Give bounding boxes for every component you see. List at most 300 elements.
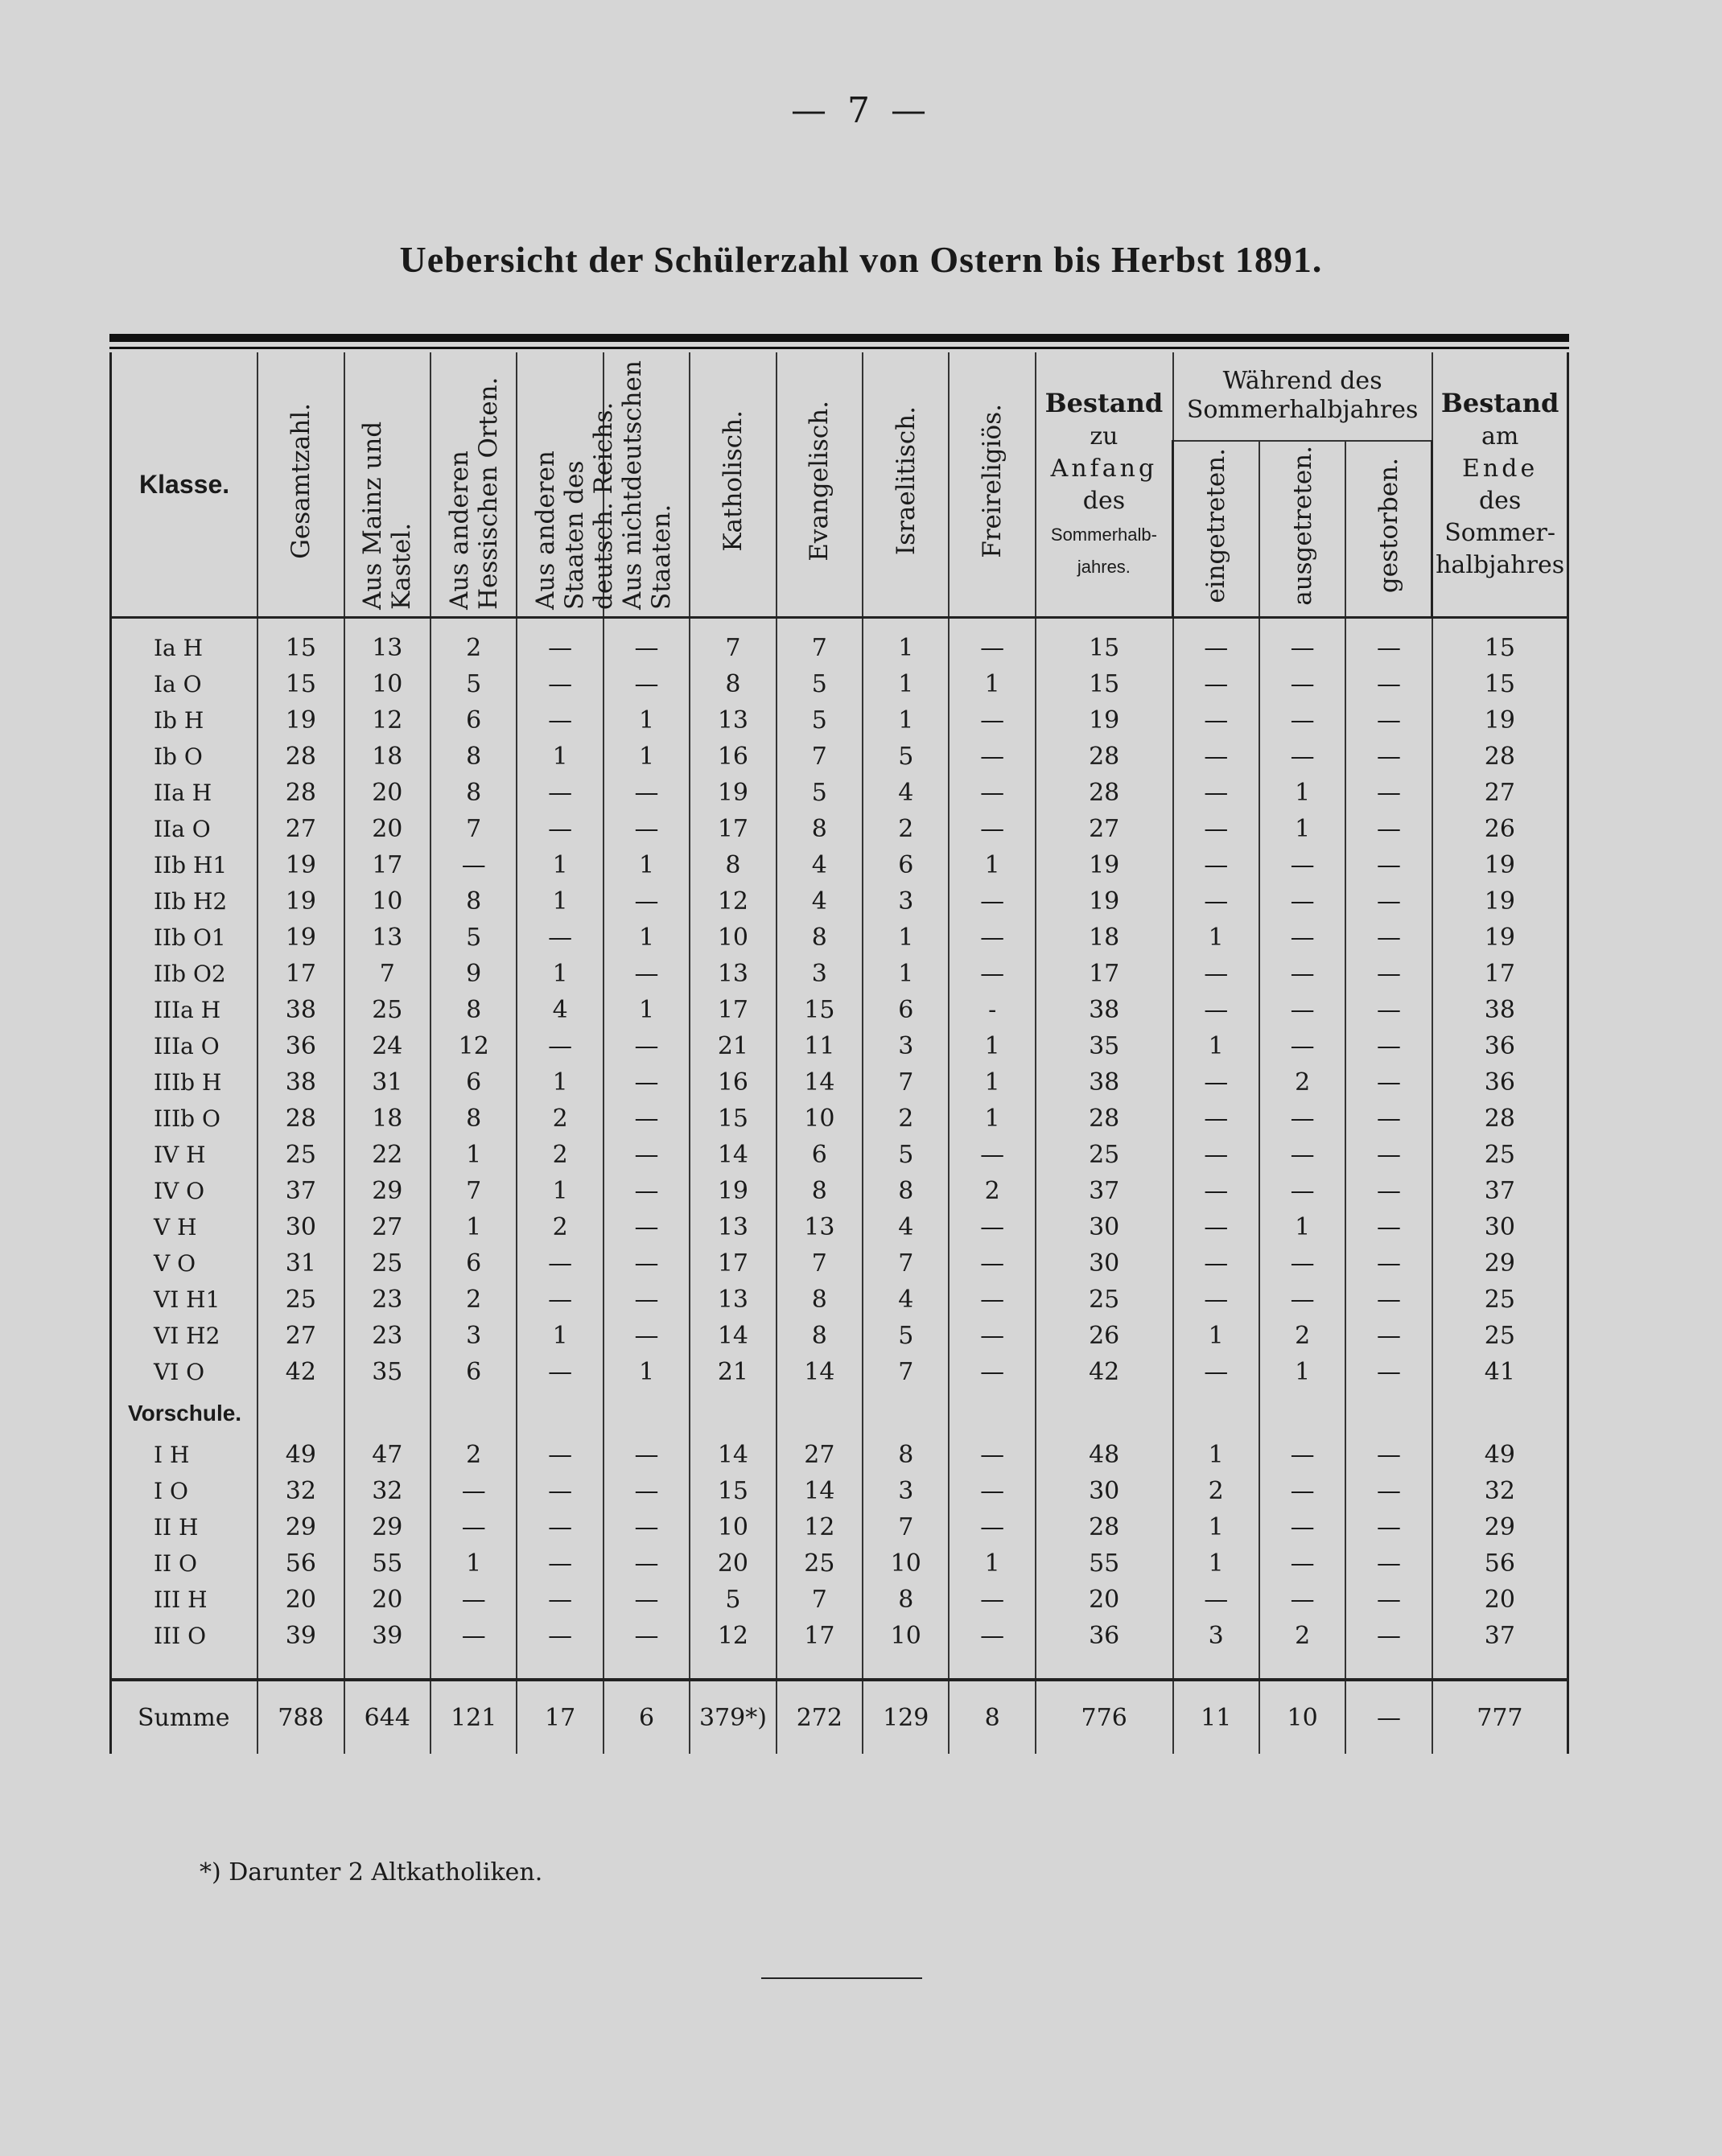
table-cell: 10 [777,1101,863,1137]
row-label: II H [111,1509,258,1545]
table-cell: 15 [1432,666,1568,702]
table-cell: 4 [863,775,949,811]
table-cell: — [1173,956,1259,992]
table-cell: 1 [517,847,603,883]
table-cell [863,1654,949,1680]
table-cell: — [1345,1282,1432,1318]
table-cell: 5 [863,739,949,775]
table-cell: — [949,739,1035,775]
table-cell: — [1259,1582,1345,1618]
table-row [111,1437,1568,1473]
table-cell: 25 [1036,1282,1173,1318]
table-cell: 1 [517,1173,603,1209]
table-cell: 13 [777,1209,863,1245]
table-cell: 19 [1432,920,1568,956]
table-cell [1432,1654,1568,1680]
table-cell: — [430,847,517,883]
table-cell: 1 [604,1354,690,1390]
table-cell: — [1259,702,1345,739]
table-cell: 19 [257,920,344,956]
vorschule-heading-row [111,1390,1568,1437]
table-cell: — [517,1282,603,1318]
table-cell: 49 [1432,1437,1568,1473]
table-cell: 29 [257,1509,344,1545]
table-cell: 1 [863,630,949,666]
table-cell: 20 [1036,1582,1173,1618]
table-cell [777,1654,863,1680]
table-cell: 15 [1036,630,1173,666]
header-evangelisch: Evangelisch. [777,352,863,618]
table-cell: — [517,630,603,666]
table-cell: 20 [1432,1582,1568,1618]
table-cell: 1 [1259,775,1345,811]
table-cell: 2 [430,630,517,666]
table-cell: 8 [863,1173,949,1209]
table-cell: — [1345,920,1432,956]
table-cell [257,1390,344,1437]
table-cell: — [1173,1209,1259,1245]
table-cell: 8 [690,847,776,883]
row-label: IIb H1 [111,847,258,883]
table-cell: 14 [777,1473,863,1509]
table-cell: 28 [1036,1509,1173,1545]
table-cell: 31 [257,1245,344,1282]
table-cell: 7 [777,739,863,775]
table-cell: 28 [1432,739,1568,775]
table-cell: 1 [863,956,949,992]
table-cell: 29 [1432,1245,1568,1282]
table-cell: 8 [430,992,517,1028]
table-cell: — [1345,1618,1432,1654]
table-cell: — [1345,1509,1432,1545]
table-cell: 18 [344,1101,430,1137]
table-cell: 1 [949,1545,1035,1582]
table-row [111,1318,1568,1354]
table-cell: — [1345,666,1432,702]
table-cell: — [1173,1245,1259,1282]
table-cell: 8 [430,883,517,920]
table-cell: 31 [344,1064,430,1101]
row-label: V H [111,1209,258,1245]
row-label: I O [111,1473,258,1509]
table-cell: 4 [863,1209,949,1245]
table-cell: 55 [1036,1545,1173,1582]
table-cell: 7 [777,630,863,666]
row-label: IIb O2 [111,956,258,992]
table-cell: 25 [777,1545,863,1582]
table-cell: 5 [430,666,517,702]
table-cell: 20 [690,1545,776,1582]
footnote: *) Darunter 2 Altkatholiken. [200,1858,543,1886]
table-cell [111,1654,258,1680]
table-cell: 39 [344,1618,430,1654]
table-cell: 2 [517,1101,603,1137]
table-row [111,1473,1568,1509]
table-cell: 1 [1259,1354,1345,1390]
table-cell: — [1173,1173,1259,1209]
table-cell: 56 [1432,1545,1568,1582]
table-cell: 777 [1432,1680,1568,1754]
table-cell: 1 [949,666,1035,702]
table-row [111,1028,1568,1064]
table-cell: 15 [777,992,863,1028]
table-cell: — [517,1245,603,1282]
header-nichtdeutsch: Aus nichtdeutschen Staaten. [604,352,690,618]
table-row [111,1209,1568,1245]
table-cell: 11 [1173,1680,1259,1754]
table-cell: — [1173,1137,1259,1173]
table-cell: 7 [690,630,776,666]
table-cell: — [604,630,690,666]
table-cell: 18 [1036,920,1173,956]
table-cell: 17 [257,956,344,992]
table-cell: 15 [1432,630,1568,666]
table-cell: 15 [690,1101,776,1137]
row-label: IIa O [111,811,258,847]
table-cell: 32 [257,1473,344,1509]
table-cell: — [1345,739,1432,775]
table-cell: 2 [430,1437,517,1473]
table-cell: 2 [517,1137,603,1173]
table-cell [1036,1390,1173,1437]
table-row [111,956,1568,992]
table-cell: 1 [1259,811,1345,847]
table-cell: — [949,1209,1035,1245]
table-cell: 27 [257,811,344,847]
table-cell: — [1345,1173,1432,1209]
table-cell: 15 [690,1473,776,1509]
table-cell: — [1345,1354,1432,1390]
table-cell: — [1259,1282,1345,1318]
table-cell: 36 [1036,1618,1173,1654]
row-label: VI O [111,1354,258,1390]
table-cell: — [1345,1245,1432,1282]
table-cell: — [604,1028,690,1064]
table-cell: 8 [430,1101,517,1137]
row-label: VI H2 [111,1318,258,1354]
table-cell: — [1259,666,1345,702]
table-cell [1432,1390,1568,1437]
table-cell: — [604,666,690,702]
table-cell: 26 [1432,811,1568,847]
table-cell: 35 [1036,1028,1173,1064]
table-cell: 32 [1432,1473,1568,1509]
table-cell: 19 [257,847,344,883]
table-cell: — [1345,1437,1432,1473]
table-cell: - [949,992,1035,1028]
header-bestand-anfang: Bestand zu Anfang des Sommerhalb- jahres. [1036,352,1173,618]
table-cell: 17 [1432,956,1568,992]
table-cell: — [517,920,603,956]
table-cell: — [1345,1545,1432,1582]
table-cell: 19 [1432,883,1568,920]
table-cell: 8 [777,1318,863,1354]
table-cell: — [949,1618,1035,1654]
table-cell: — [1259,1173,1345,1209]
table-cell: 13 [690,702,776,739]
table-cell: — [949,775,1035,811]
table-cell: — [517,1437,603,1473]
table-row [111,883,1568,920]
table-cell: 30 [1036,1209,1173,1245]
table-cell: 7 [344,956,430,992]
table-cell: — [1259,739,1345,775]
table-cell: 8 [430,775,517,811]
page-number: — 7 — [791,90,931,131]
table-row [111,1064,1568,1101]
table-cell: 5 [863,1318,949,1354]
table-cell: 19 [1036,847,1173,883]
table-cell: 25 [1036,1137,1173,1173]
table-cell: 1 [517,1318,603,1354]
table-row [111,992,1568,1028]
table-cell: — [1345,956,1432,992]
table-cell: 2 [430,1282,517,1318]
table-cell [949,1654,1035,1680]
table-cell: 8 [777,920,863,956]
table-cell: 13 [690,956,776,992]
table-cell: 25 [257,1137,344,1173]
table-cell: 1 [1259,1209,1345,1245]
table-cell: 14 [690,1437,776,1473]
table-cell: 1 [949,847,1035,883]
table-cell: 27 [344,1209,430,1245]
table-cell: — [1259,956,1345,992]
table-cell: — [1259,920,1345,956]
table-cell: 1 [517,883,603,920]
table-cell: 9 [430,956,517,992]
table-cell: 7 [863,1245,949,1282]
table-cell: — [430,1473,517,1509]
table-cell: 5 [777,666,863,702]
table-cell: — [1259,630,1345,666]
table-cell: 3 [863,1473,949,1509]
table-cell: 2 [1259,1618,1345,1654]
table-cell: — [949,1582,1035,1618]
header-ausgetreten: ausgetreten. [1259,441,1345,618]
row-label: IIIb O [111,1101,258,1137]
table-cell: 17 [517,1680,603,1754]
table-cell: 788 [257,1680,344,1754]
table-cell: 5 [777,775,863,811]
table-cell: 8 [777,1282,863,1318]
table-cell: 8 [863,1437,949,1473]
table-cell: 18 [344,739,430,775]
table-cell: — [604,1282,690,1318]
table-cell: 55 [344,1545,430,1582]
table-cell [430,1390,517,1437]
table-cell: — [1259,1028,1345,1064]
table-cell: 28 [257,739,344,775]
table-row [111,1509,1568,1545]
table-cell: 3 [863,883,949,920]
table-cell: — [604,1318,690,1354]
table-cell: 8 [430,739,517,775]
table-cell: — [517,702,603,739]
table-cell: — [604,883,690,920]
table-cell: 29 [344,1509,430,1545]
table-cell: 6 [430,1064,517,1101]
table-cell: 24 [344,1028,430,1064]
table-cell: 1 [604,702,690,739]
table-cell: 30 [1432,1209,1568,1245]
table-cell: 13 [690,1209,776,1245]
row-label: IIIa H [111,992,258,1028]
table-cell: — [949,920,1035,956]
table-cell: — [1345,775,1432,811]
table-cell: 10 [863,1618,949,1654]
table-cell: 5 [430,920,517,956]
table-row [111,1582,1568,1618]
table-cell: — [430,1509,517,1545]
table-cell: 30 [257,1209,344,1245]
table-cell: — [1345,1473,1432,1509]
header-eingetreten: eingetreten. [1173,441,1259,618]
header-klasse: Klasse. [111,352,258,618]
table-cell: 19 [690,775,776,811]
table-cell: 1 [863,920,949,956]
table-cell: 1 [1173,1437,1259,1473]
row-label: Ia O [111,666,258,702]
table-cell: 7 [863,1064,949,1101]
table-cell: 5 [777,702,863,739]
table-cell: 28 [257,775,344,811]
table-cell: 12 [344,702,430,739]
table-cell: 3 [863,1028,949,1064]
table-cell: 28 [1036,1101,1173,1137]
table-cell: — [949,1318,1035,1354]
table-cell: — [1173,992,1259,1028]
header-waehrend: Während des Sommerhalbjahres [1173,352,1432,441]
table-cell: 19 [1432,847,1568,883]
table-cell [604,1654,690,1680]
table-cell: 56 [257,1545,344,1582]
table-cell: — [1173,775,1259,811]
table-cell: 15 [257,630,344,666]
table-cell: 20 [257,1582,344,1618]
table-cell: 17 [690,992,776,1028]
table-cell: 1 [949,1064,1035,1101]
table-cell: 36 [1432,1064,1568,1101]
table-cell: 26 [1036,1318,1173,1354]
table-cell: 47 [344,1437,430,1473]
table-cell [430,1654,517,1680]
table-cell: 6 [430,1245,517,1282]
table-cell: 19 [1432,702,1568,739]
table-cell: 25 [1432,1137,1568,1173]
table-row [111,739,1568,775]
row-label: Summe [111,1680,258,1754]
row-label: IV H [111,1137,258,1173]
table-cell [1345,1654,1432,1680]
table-cell: — [1345,811,1432,847]
table-cell: 39 [257,1618,344,1654]
table-cell: 19 [257,702,344,739]
table-cell: 15 [257,666,344,702]
table-cell: — [517,811,603,847]
header-gestorben: gestorben. [1345,441,1432,618]
table-cell: — [949,630,1035,666]
table-cell: — [949,883,1035,920]
table-cell: — [604,1618,690,1654]
table-cell [257,1654,344,1680]
table-cell [604,1390,690,1437]
table-cell: 16 [690,1064,776,1101]
table-cell: 12 [690,883,776,920]
table-cell: — [517,1618,603,1654]
row-label: IIb H2 [111,883,258,920]
table-cell: 7 [430,811,517,847]
table-cell: 2 [1259,1318,1345,1354]
table-cell [1173,1654,1259,1680]
table-cell: 20 [344,1582,430,1618]
row-label: Ia H [111,630,258,666]
table-row [111,630,1568,666]
header-hessisch: Aus anderen Hessischen Orten. [430,352,517,618]
table-row [111,1618,1568,1654]
table-cell: — [1173,847,1259,883]
table-cell: — [1345,702,1432,739]
table-cell: 7 [863,1509,949,1545]
table-cell: 35 [344,1354,430,1390]
table-cell: 1 [604,739,690,775]
table-cell: 14 [690,1137,776,1173]
table-cell: — [517,1582,603,1618]
table-cell: — [1345,992,1432,1028]
table-cell: — [517,666,603,702]
table-cell: — [517,1354,603,1390]
table-cell: 19 [1036,702,1173,739]
table-cell: 42 [1036,1354,1173,1390]
header-separator [111,618,1568,631]
table-cell: — [1345,1680,1432,1754]
table-cell: — [1345,883,1432,920]
table-cell: — [1259,1437,1345,1473]
table-cell: 3 [777,956,863,992]
table-cell: 30 [1036,1245,1173,1282]
table-cell: 21 [690,1028,776,1064]
table-cell: — [430,1582,517,1618]
table-cell: — [949,1437,1035,1473]
table-cell: — [604,775,690,811]
table-cell: — [1259,992,1345,1028]
table-cell: 16 [690,739,776,775]
table-cell [949,1390,1035,1437]
table-cell: — [1345,847,1432,883]
row-label: Ib O [111,739,258,775]
table-cell [863,1390,949,1437]
table-cell: — [1173,630,1259,666]
table-cell: — [949,1137,1035,1173]
table-cell: 6 [863,992,949,1028]
table-cell: — [604,1064,690,1101]
table-cell: — [1173,702,1259,739]
table-cell: 121 [430,1680,517,1754]
table-row [111,1101,1568,1137]
table-cell: 17 [777,1618,863,1654]
table-cell: 6 [604,1680,690,1754]
table-cell: 17 [344,847,430,883]
header-katholisch: Katholisch. [690,352,776,618]
table-cell: 20 [344,775,430,811]
row-label: IIb O1 [111,920,258,956]
table-cell [690,1654,776,1680]
table-cell [1259,1390,1345,1437]
table-cell: 2 [1259,1064,1345,1101]
table-cell: 19 [690,1173,776,1209]
table-cell: — [949,811,1035,847]
table-cell: — [1173,1582,1259,1618]
